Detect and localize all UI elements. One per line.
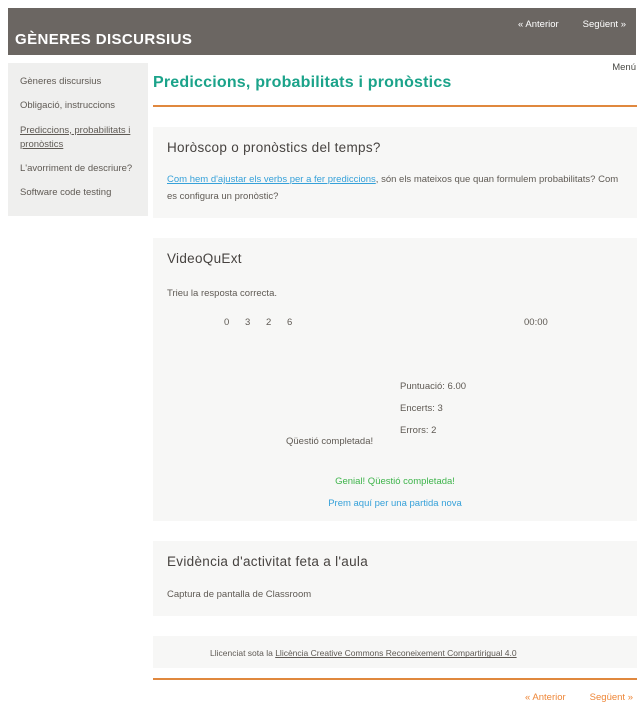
sidebar-item-prediccions-current[interactable]: Prediccions, probabilitats i pronòstics: [20, 124, 131, 150]
horoscop-paragraph: [167, 171, 623, 205]
title-divider: [153, 105, 637, 107]
header-nav: [518, 19, 626, 30]
verbs-prediccions-link[interactable]: Com hem d'ajustar els verbs per a fer prediccions: [167, 174, 376, 185]
sidebar-item-generes-discursius[interactable]: Gèneres discursius: [20, 76, 102, 87]
quiz-correct-count: Encerts: 3: [400, 403, 443, 415]
header-prev-link[interactable]: « Anterior: [518, 19, 559, 30]
quiz-success-message: Genial! Qüestió completada!: [335, 476, 455, 488]
evidencia-text: Captura de pantalla de Classroom: [167, 589, 312, 601]
new-game-link[interactable]: Prem aquí per una partida nova: [328, 498, 462, 510]
quiz-counter-4: 6: [287, 317, 293, 329]
quiz-timer: 00:00: [524, 317, 548, 329]
main-content: [153, 58, 637, 703]
horoscop-text-after-link: , són els mateixos que quan formulem probabilitats? Com es configura un pronòstic?: [167, 174, 619, 203]
menu-link[interactable]: Menú: [612, 62, 636, 73]
quiz-instruction: Trieu la resposta correcta.: [167, 288, 277, 300]
videoquext-heading: VideoQuExt: [167, 251, 242, 267]
quiz-counter-2: 3: [245, 317, 251, 329]
cc-license-link[interactable]: Llicència Creative Commons Reconeixement Compartirigual 4.0: [275, 648, 517, 659]
quiz-completed-label: Qüestió completada!: [286, 436, 374, 448]
site-title: GÈNERES DISCURSIUS: [15, 31, 193, 48]
bottom-nav: [153, 692, 637, 703]
license-text: [210, 648, 517, 658]
sidebar-item-software-code-testing[interactable]: Software code testing: [20, 187, 112, 199]
quiz-error-count: Errors: 2: [400, 425, 437, 437]
footer-divider: [153, 678, 637, 680]
license-strip: [153, 636, 637, 668]
quiz-score: Puntuació: 6.00: [400, 381, 467, 393]
card-evidencia: [153, 541, 637, 616]
quiz-counter-3: 2: [266, 317, 272, 329]
license-prefix: Llicenciat sota la: [210, 648, 276, 659]
header-next-link[interactable]: Següent »: [582, 19, 626, 30]
horoscop-heading: Horòscop o pronòstics del temps?: [167, 140, 381, 155]
card-videoquext: [153, 238, 637, 521]
sidebar-item-obligacio-instruccions[interactable]: Obligació, instruccions: [20, 100, 116, 112]
sidebar-item-avorriment-descriure[interactable]: L'avorriment de descriure?: [20, 163, 133, 174]
bottom-prev-link[interactable]: « Anterior: [525, 692, 566, 703]
card-horoscop: [153, 127, 637, 218]
evidencia-heading: Evidència d'activitat feta a l'aula: [167, 554, 369, 570]
sidebar-nav: [8, 63, 148, 216]
quiz-counter-1: 0: [224, 317, 230, 329]
bottom-next-link[interactable]: Següent »: [589, 692, 633, 703]
header-bar: [8, 8, 636, 55]
page-title: Prediccions, probabilitats i pronòstics: [153, 74, 452, 91]
